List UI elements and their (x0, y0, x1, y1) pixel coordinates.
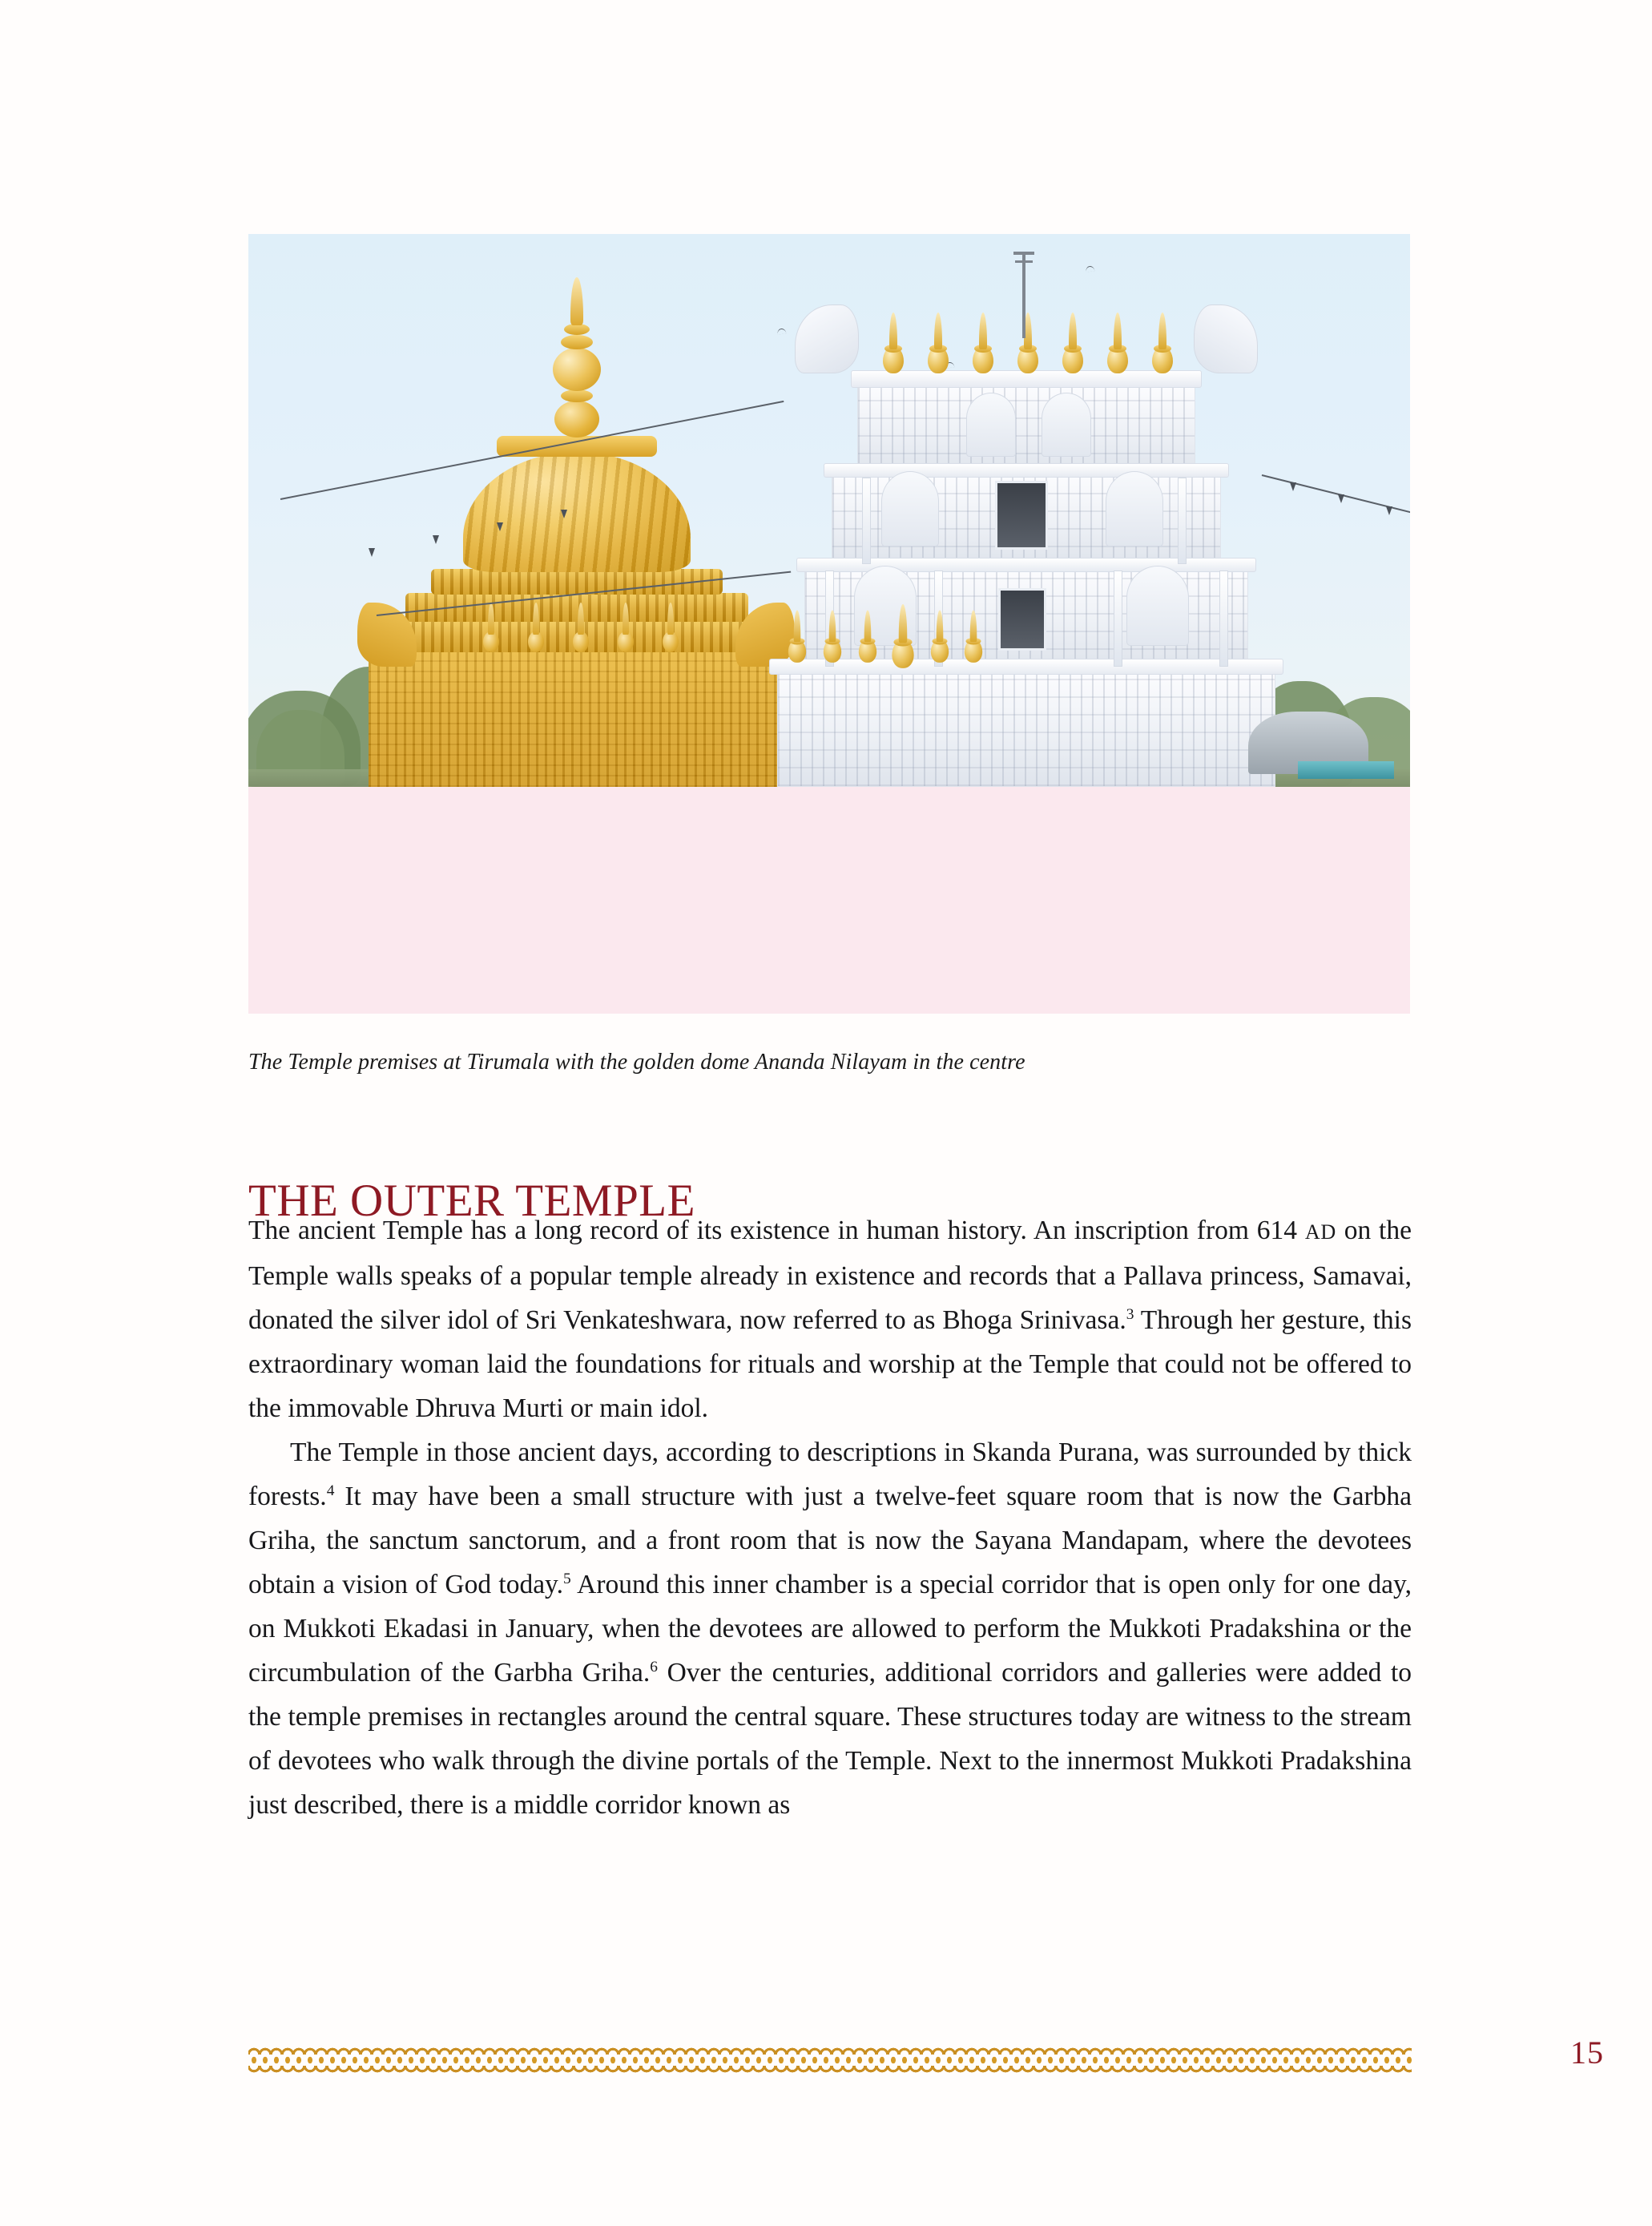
gopuram-kalasa-row (881, 314, 1170, 373)
gopuram-tier-4 (857, 381, 1195, 473)
temple-photograph (248, 234, 1410, 787)
dome-kalasa-2 (526, 603, 546, 652)
p1-part2: on the Temple walls speaks of a popular temple already in existence and records that a Pallava princess, Samavai, donated the silver idol of Sri Venkateshwara, now referred to as Bhoga Srinivasa. (248, 1216, 1412, 1335)
p2-part3: Around this inner chamber is a special corridor that is open only for one day, on Mukkoti Ekadasi in January, when the devotees are allowed to perform the Mukkoti Pradakshina or the circumbulation of the Garbha Griha. (248, 1570, 1412, 1688)
white-gopuram (777, 274, 1274, 787)
dome-kalasa-5 (660, 603, 681, 652)
figure-block (248, 234, 1410, 1014)
footnote-marker-4[interactable]: 4 (326, 1482, 335, 1499)
p2-part2: It may have been a small structure with just a twelve-feet square room that is now the Garbha Griha, the sanctum sanctorum, and a front room that is now the Sayana Mandapam, where the devotees obtain a vision of God today. (248, 1482, 1412, 1599)
p1-smallcaps-ad: AD (1304, 1220, 1336, 1244)
dome-kalasa-4 (615, 603, 636, 652)
footnote-marker-6[interactable]: 6 (650, 1658, 658, 1676)
gopuram-cornice-3 (824, 463, 1229, 478)
side-building-roof (1298, 761, 1394, 779)
gopuram-lower-kalasa-row (785, 615, 985, 667)
dome-finial (551, 277, 602, 438)
gopuram-niche-left (881, 471, 939, 546)
footnote-marker-3[interactable]: 3 (1126, 1305, 1134, 1323)
dome-neck (497, 436, 657, 457)
gopuram-tier-1 (777, 665, 1275, 787)
gopuram-lower-window (998, 588, 1046, 651)
body-text (248, 1208, 1412, 1827)
gopuram-guardian-right (1194, 304, 1258, 373)
gopuram-niche-lower-right (1126, 566, 1189, 646)
page-title: THE OUTER TEMPLE (248, 1176, 695, 1227)
golden-dome-ananda-nilayam (369, 338, 785, 787)
gopuram-niche-right (1106, 471, 1163, 546)
gopuram-flagpole (1022, 252, 1025, 338)
decorative-gold-band (248, 2044, 1412, 2076)
page-number: 15 (1570, 2034, 1604, 2071)
gopuram-niche-top-centre (966, 393, 1016, 457)
ornament-bead-row (248, 2055, 1412, 2066)
dome-tier-3 (431, 569, 723, 595)
gopuram-niche-top-right (1042, 393, 1091, 457)
p2-part1: The Temple in those ancient days, according to descriptions in Skanda Purana, was surrounded by thick forests. (248, 1438, 1412, 1511)
p1-part1: The ancient Temple has a long record of its existence in human history. An inscription from 614 (248, 1216, 1305, 1245)
figure-caption: The Temple premises at Tirumala with the golden dome Ananda Nilayam in the centre (248, 1050, 1025, 1075)
ornament-wave-bottom (248, 2066, 1412, 2076)
dome-kalasa-1 (481, 603, 502, 652)
p1-part3: Through her gesture, this extraordinary woman laid the foundations for rituals and worship at the Temple that could not be offered to the immovable Dhruva Murti or main idol. (248, 1305, 1412, 1423)
footnote-marker-5[interactable]: 5 (563, 1570, 571, 1587)
dome-cap (463, 452, 691, 572)
gopuram-upper-window (995, 481, 1048, 550)
dome-kalasa-3 (570, 603, 591, 652)
p2-part4: Over the centuries, additional corridors and galleries were added to the temple premises in rectangles around the central square. These structures today are witness to the stream of devotees who walk through the divine portals of the Temple. Next to the innermost Mukkoti Pradakshina just described, there is a middle corridor known as (248, 1658, 1412, 1820)
paragraph-1 (248, 1208, 1412, 1430)
gopuram-guardian-left (795, 304, 859, 373)
ornament-wave-top (248, 2044, 1412, 2055)
dome-base (369, 651, 785, 787)
paragraph-2 (248, 1430, 1412, 1827)
